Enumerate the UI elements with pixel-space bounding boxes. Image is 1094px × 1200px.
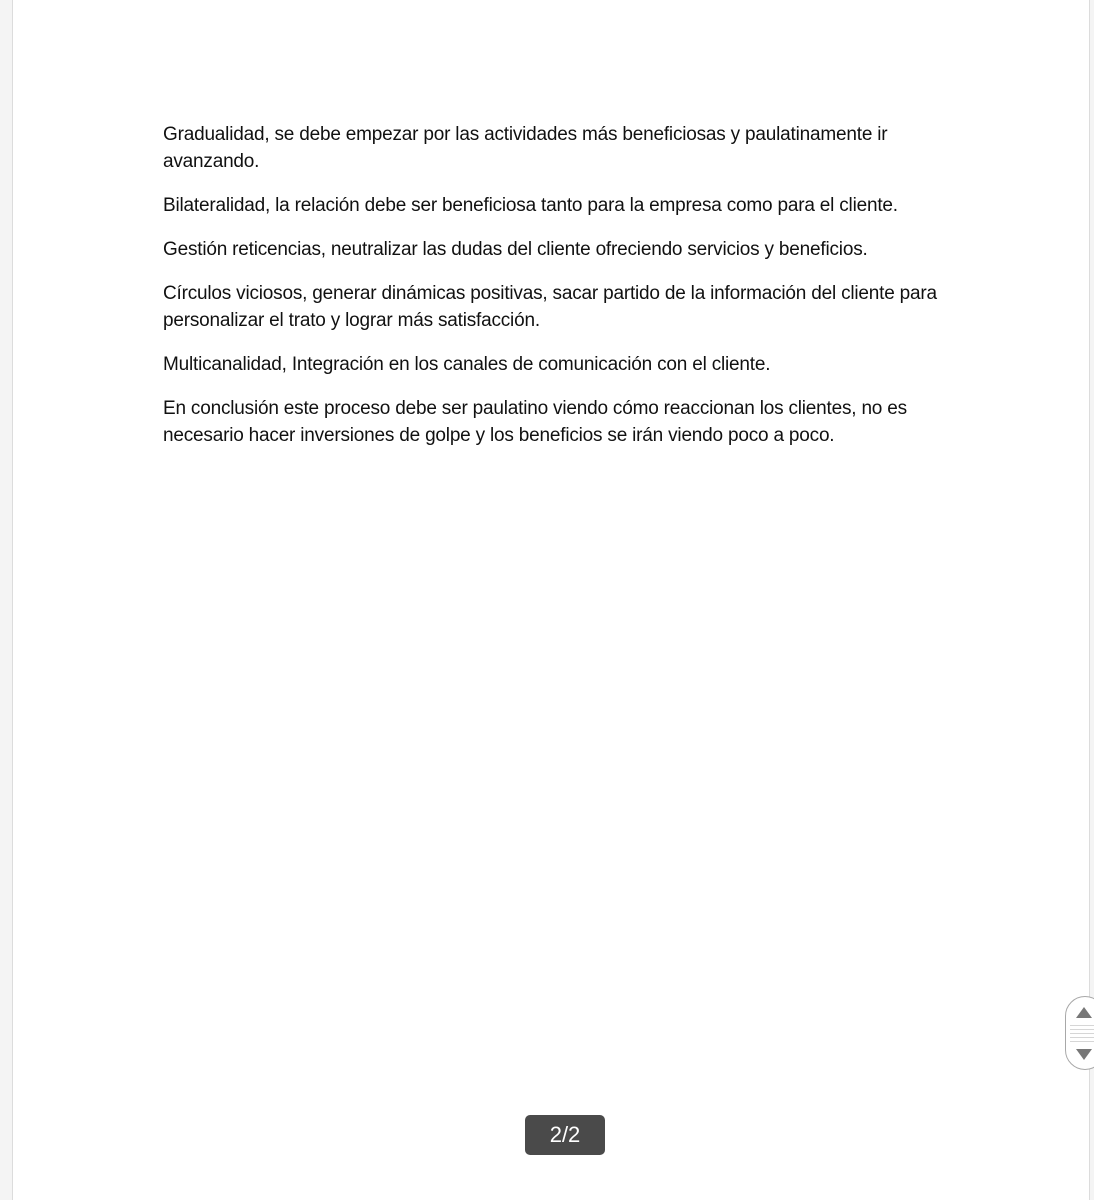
paragraph-multicanalidad: Multicanalidad, Integración en los canales de comunicación con el cliente. — [163, 354, 771, 375]
paragraph-gradualidad: Gradualidad, se debe empezar por las actividades más beneficiosas y paulatinamente ir avanzando. — [163, 124, 888, 172]
triangle-up-icon[interactable] — [1076, 1007, 1092, 1018]
page-scroll-control[interactable] — [1065, 996, 1094, 1070]
page-content — [163, 121, 963, 466]
triangle-down-icon[interactable] — [1076, 1049, 1092, 1060]
paragraph-circulos-viciosos: Círculos viciosos, generar dinámicas positivas, sacar partido de la información del cliente para personalizar el trato y lograr más satisfacción. — [163, 283, 937, 331]
document-page — [12, 0, 1090, 1200]
scroll-grip[interactable] — [1070, 1025, 1094, 1043]
paragraph-bilateralidad: Bilateralidad, la relación debe ser beneficiosa tanto para la empresa como para el cliente. — [163, 195, 898, 216]
page-indicator: 2/2 — [525, 1115, 605, 1155]
paragraph-conclusion: En conclusión este proceso debe ser paulatino viendo cómo reaccionan los clientes, no es necesario hacer inversiones de golpe y los beneficios se irán viendo poco a poco. — [163, 398, 907, 446]
paragraph-gestion-reticencias: Gestión reticencias, neutralizar las dudas del cliente ofreciendo servicios y beneficios. — [163, 239, 868, 260]
